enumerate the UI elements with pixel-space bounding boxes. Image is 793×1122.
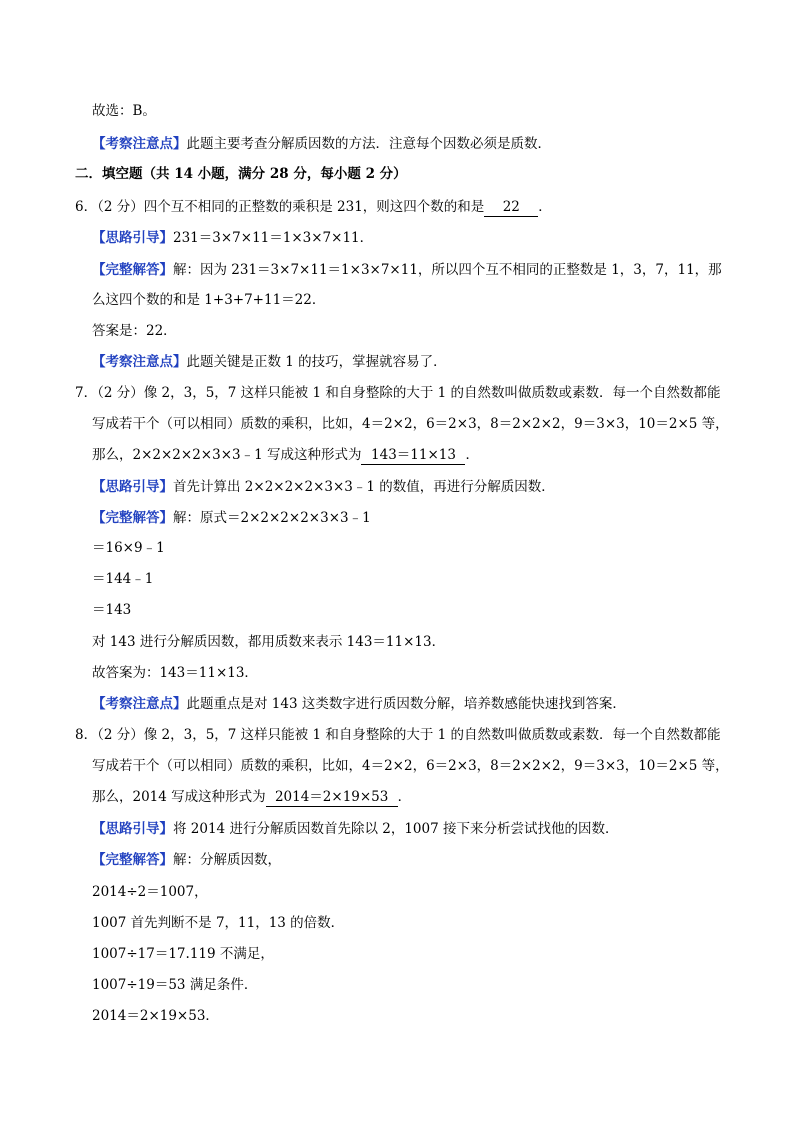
solution-tag: 【完整解答】	[92, 852, 173, 868]
solution-text: 解：原式＝2×2×2×2×3×3﹣1	[173, 510, 371, 526]
hint-tag: 【思路引导】	[92, 479, 173, 495]
q8-stem-line-3	[92, 787, 411, 807]
q7-answer-blank: 143＝11×13	[361, 447, 465, 465]
hint-text: 将 2014 进行分解质因数首先除以 2，1007 接下来分析尝试找他的因数．	[173, 821, 619, 837]
q6-stem-end: ．	[538, 199, 552, 215]
q6-answer-line: 答案是：22．	[92, 323, 177, 339]
q8-step-5: 2014＝2×19×53．	[92, 1008, 219, 1024]
q6-note-line	[92, 352, 447, 372]
q6-stem	[75, 197, 552, 217]
q8-answer-blank: 2014＝2×19×53	[266, 789, 398, 807]
q7-step-3: ＝143	[92, 602, 132, 618]
q7-stem-text: 那么，2×2×2×2×3×3﹣1 写成这种形式为	[92, 447, 362, 463]
q5-note-line	[92, 134, 551, 154]
q6-stem-text: 6．（2 分）四个互不相同的正整数的乘积是 231，则这四个数的和是	[75, 199, 485, 215]
hint-tag: 【思路引导】	[92, 821, 173, 837]
q8-stem-end: ．	[397, 789, 412, 805]
q7-hint-line	[92, 477, 555, 497]
q7-stem-line-2: 写成若干个（可以相同）质数的乘积，比如，4＝2×2，6＝2×3，8＝2×2×2，9＝3×3，10＝2×5 等，	[92, 416, 729, 432]
q7-stem-line-3	[92, 445, 479, 465]
note-tag: 【考察注意点】	[92, 696, 187, 712]
hint-tag: 【思路引导】	[92, 230, 173, 246]
q7-solution-line	[92, 508, 371, 528]
q6-solution-line-1	[92, 260, 722, 280]
q6-answer-blank: 22	[484, 199, 538, 217]
q7-stem-line-1: 7．（2 分）像 2，3，5，7 这样只能被 1 和自身整除的大于 1 的自然数叫做质数或素数．每一个自然数都能	[75, 385, 721, 401]
q7-step-2: ＝144﹣1	[92, 571, 154, 587]
q8-hint-line	[92, 819, 618, 839]
q7-step-1: ＝16×9﹣1	[92, 540, 165, 556]
q8-solution-line	[92, 850, 281, 870]
note-tag: 【考察注意点】	[92, 136, 187, 152]
note-text: 此题关键是正数 1 的技巧，掌握就容易了．	[186, 354, 447, 370]
q7-final: 故答案为：143＝11×13．	[92, 665, 258, 681]
q6-hint-line	[92, 228, 373, 248]
solution-text: 解：分解质因数，	[173, 852, 281, 868]
hint-text: 231＝3×7×11＝1×3×7×11．	[173, 230, 374, 246]
note-text: 此题主要考查分解质因数的方法．注意每个因数必须是质数．	[186, 136, 551, 152]
q6-solution-line-2: 么这四个数的和是 1+3+7+11＝22．	[92, 292, 326, 308]
solution-tag: 【完整解答】	[92, 510, 173, 526]
q8-stem-line-2: 写成若干个（可以相同）质数的乘积，比如，4＝2×2，6＝2×3，8＝2×2×2，9＝3×3，10＝2×5 等，	[92, 758, 729, 774]
solution-tag: 【完整解答】	[92, 262, 173, 278]
q7-explain: 对 143 进行分解质因数，都用质数来表示 143＝11×13．	[92, 634, 446, 650]
q8-stem-line-1: 8．（2 分）像 2，3，5，7 这样只能被 1 和自身整除的大于 1 的自然数叫做质数或素数．每一个自然数都能	[75, 727, 721, 743]
q8-step-4: 1007÷19＝53 满足条件．	[92, 977, 258, 993]
q8-step-2: 1007 首先判断不是 7，11，13 的倍数．	[92, 915, 345, 931]
q5-choose-line: 故选：B。	[92, 103, 156, 119]
q7-note-line	[92, 694, 626, 714]
q7-stem-end: ．	[465, 447, 479, 463]
q8-stem-text: 那么，2014 写成这种形式为	[92, 789, 266, 805]
solution-text: 解：因为 231＝3×7×11＝1×3×7×11，所以四个互不相同的正整数是 1，3，7，11，那	[173, 262, 722, 278]
section-title: 二．填空题（共 14 小题，满分 28 分，每小题 2 分）	[75, 166, 407, 182]
note-text: 此题重点是对 143 这类数字进行质因数分解，培养数感能快速找到答案．	[186, 696, 626, 712]
q8-step-1: 2014÷2＝1007，	[92, 884, 208, 900]
q8-step-3: 1007÷17＝17.119 不满足，	[92, 946, 274, 962]
note-tag: 【考察注意点】	[92, 354, 187, 370]
hint-text: 首先计算出 2×2×2×2×3×3﹣1 的数值，再进行分解质因数．	[173, 479, 555, 495]
